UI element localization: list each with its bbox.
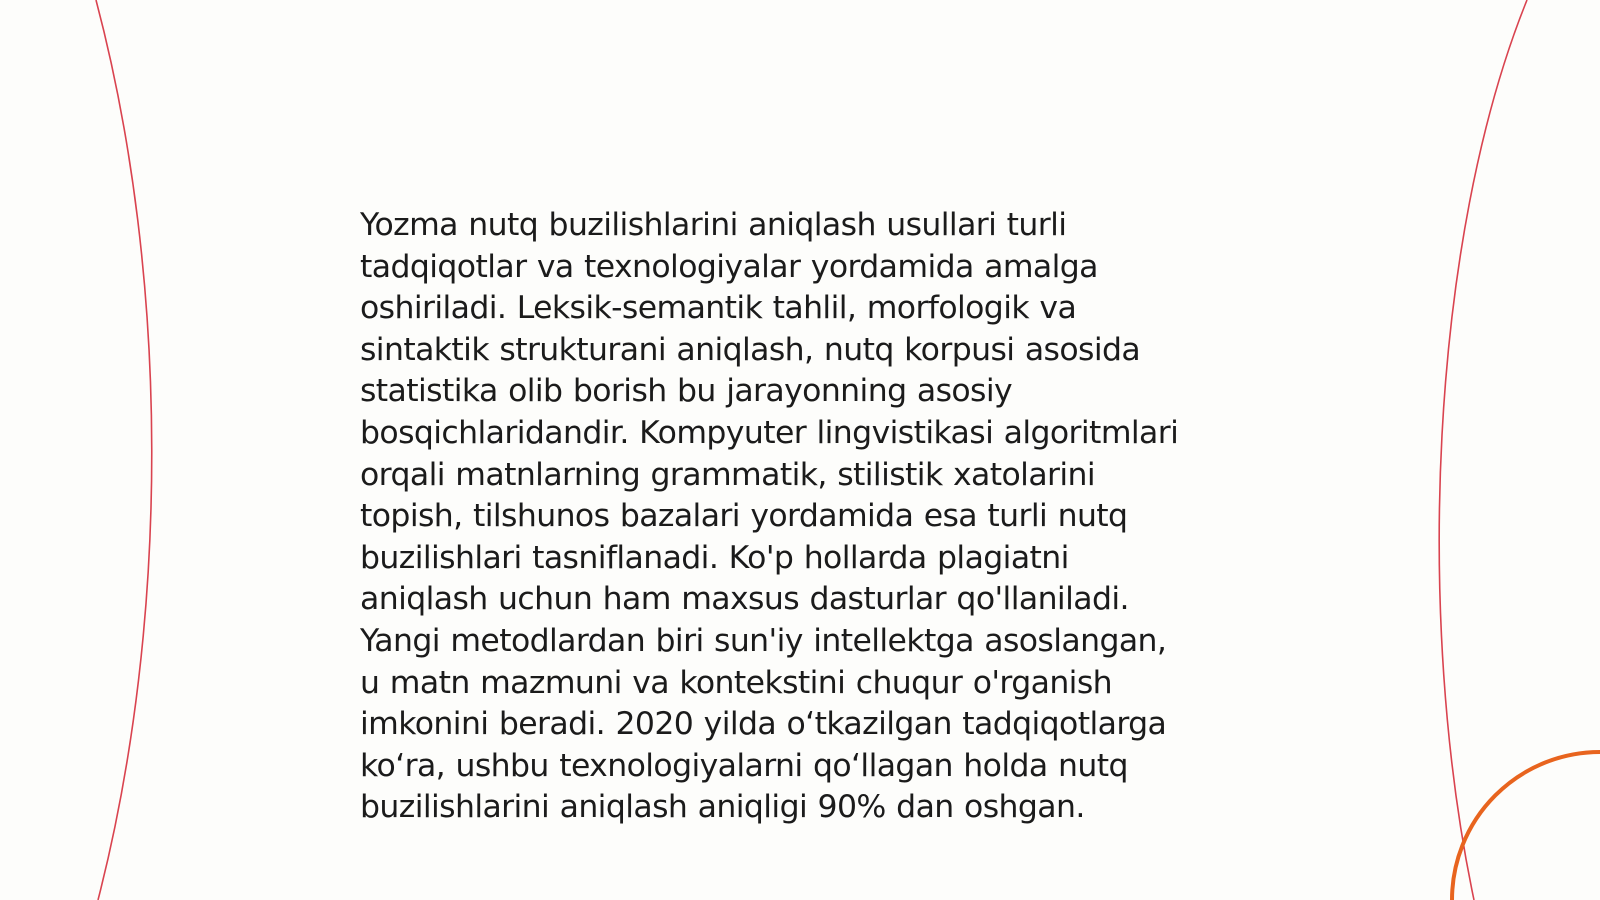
right-arc-line xyxy=(1439,0,1527,900)
text-line: topish, tilshunos bazalari yordamida esa turli nutq xyxy=(360,498,1128,535)
text-line: buzilishlarini aniqlash aniqligi 90% dan oshgan. xyxy=(360,789,1085,826)
text-line: u matn mazmuni va kontekstini chuqur o'rganish xyxy=(360,664,1113,701)
text-line: imkonini beradi. 2020 yilda o‘tkazilgan tadqiqotlarga xyxy=(360,706,1167,743)
body-paragraph xyxy=(360,205,1240,829)
text-line: buzilishlari tasniflanadi. Ko'p hollarda plagiatni xyxy=(360,539,1069,576)
text-line: sintaktik strukturani aniqlash, nutq korpusi asosida xyxy=(360,331,1141,368)
text-line: statistika olib borish bu jarayonning asosiy xyxy=(360,373,1013,410)
text-line: tadqiqotlar va texnologiyalar yordamida amalga xyxy=(360,248,1098,285)
accent-circle xyxy=(1452,752,1600,900)
text-line: bosqichlaridandir. Kompyuter lingvistikasi algoritmlari xyxy=(360,414,1179,451)
text-line: Yozma nutq buzilishlarini aniqlash usullari turli xyxy=(360,207,1067,243)
text-line: oshiriladi. Leksik-semantik tahlil, morfologik va xyxy=(360,290,1077,327)
text-line: aniqlash uchun ham maxsus dasturlar qo'llaniladi. xyxy=(360,581,1129,618)
text-line: orqali matnlarning grammatik, stilistik xatolarini xyxy=(360,456,1096,493)
text-line: ko‘ra, ushbu texnologiyalarni qo‘llagan holda nutq xyxy=(360,747,1128,784)
left-arc-line xyxy=(96,0,152,900)
text-line: Yangi metodlardan biri sun'iy intellektga asoslangan, xyxy=(360,622,1167,659)
